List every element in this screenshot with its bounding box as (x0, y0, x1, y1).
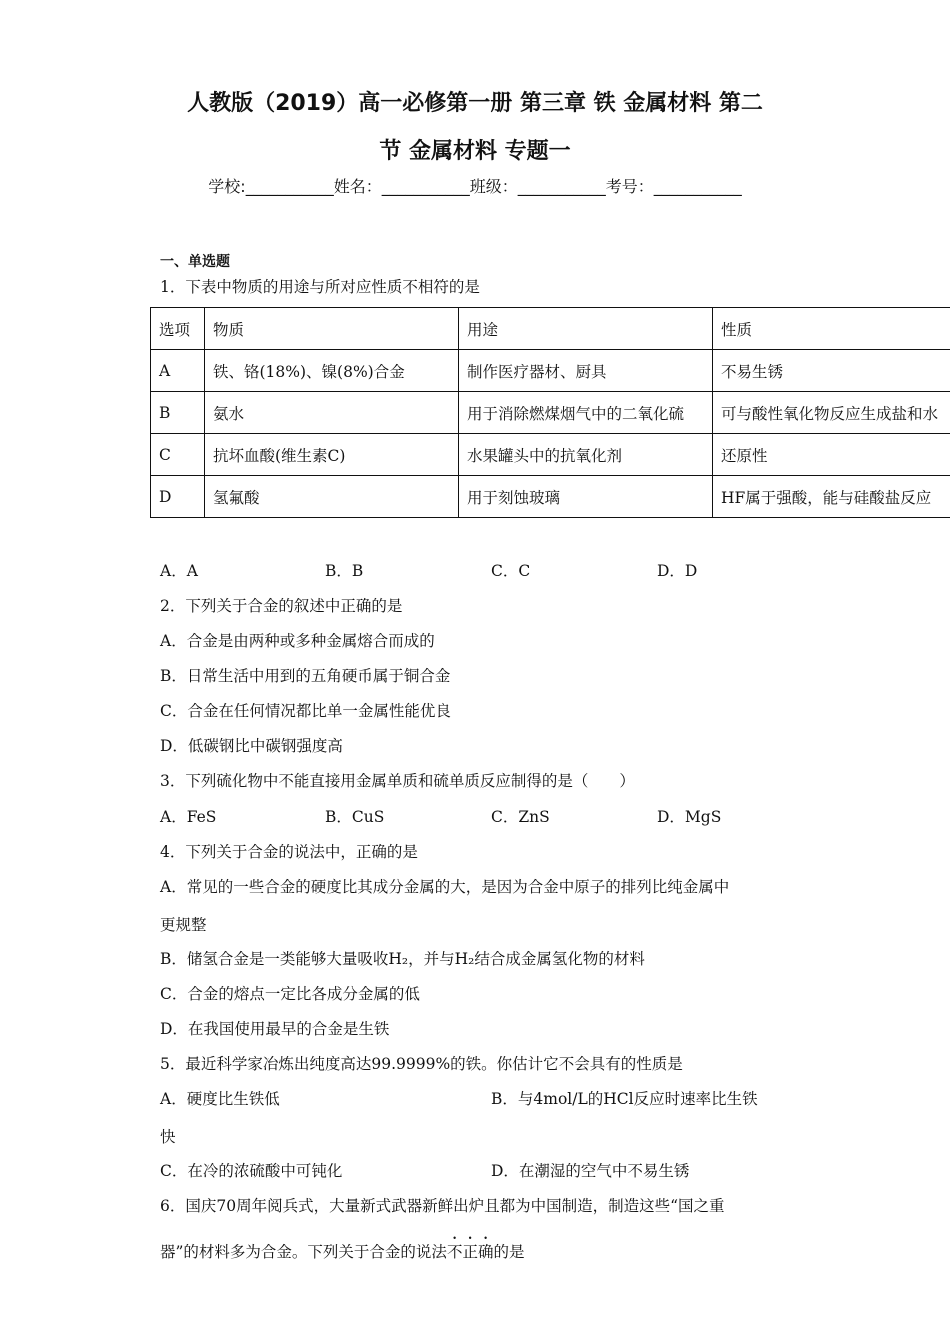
q5-option-a: A．硬度比生铁低 (160, 1090, 280, 1108)
q5-option-c: C．在冷的浓硫酸中可钝化 (160, 1162, 343, 1180)
q2-option-b: B．日常生活中用到的五角硬币属于铜合金 (160, 667, 451, 685)
table-cell: 不易生锈 (713, 350, 950, 392)
table-row (151, 434, 950, 476)
table-row (151, 476, 950, 518)
section-heading: 一、单选题 (160, 254, 230, 270)
table-cell: 还原性 (713, 434, 950, 476)
q4-option-a: A．常见的一些合金的硬度比其成分金属的大，是因为合金中原子的排列比纯金属中 (160, 878, 730, 896)
table-cell: A (151, 350, 205, 392)
table-cell: 抗坏血酸(维生素C) (205, 434, 459, 476)
table-header-cell: 用途 (459, 308, 713, 350)
table-cell: B (151, 392, 205, 434)
q1-table (150, 307, 950, 518)
q2-stem: 2．下列关于合金的叙述中正确的是 (160, 597, 403, 615)
table-header-row (151, 308, 950, 350)
q6-stem-text-end: 的是 (493, 1243, 525, 1261)
q2-option-d: D．低碳钢比中碳钢强度高 (160, 737, 343, 755)
q1-stem: 1．下表中物质的用途与所对应性质不相符的是 (160, 278, 480, 296)
q2-option-c: C．合金在任何情况都比单一金属性能优良 (160, 702, 451, 720)
q5-option-d: D．在潮湿的空气中不易生锈 (491, 1162, 690, 1180)
q1-option-a: A．A (160, 562, 198, 580)
q5-option-b: B．与4mol/L的HCl反应时速率比生铁 (491, 1090, 758, 1108)
q4-option-d: D．在我国使用最早的合金是生铁 (160, 1020, 390, 1038)
table-header-cell: 物质 (205, 308, 459, 350)
doc-title-line1: 人教版（2019）高一必修第一册 第三章 铁 金属材料 第二 (187, 91, 763, 116)
table-header-cell: 性质 (713, 308, 950, 350)
q6-stem-line1: 6．国庆70周年阅兵式，大量新式武器新鲜出炉且都为中国制造，制造这些“国之重 (160, 1197, 725, 1215)
q4-stem: 4．下列关于合金的说法中，正确的是 (160, 843, 418, 861)
q6-emphasis-text: 不正确 (446, 1243, 494, 1261)
student-info-line: 学校:___________姓名：___________班级：___________考号：___________ (208, 177, 742, 196)
q3-option-d: D．MgS (657, 808, 722, 826)
q6-stem-text: 器”的材料多为合金。下列关于合金的说法 (160, 1243, 447, 1261)
q4-option-b: B．储氢合金是一类能够大量吸收H₂，并与H₂结合成金属氢化物的材料 (160, 950, 645, 968)
table-cell: 氨水 (205, 392, 459, 434)
table-cell: 水果罐头中的抗氧化剂 (459, 434, 713, 476)
table-cell: 氢氟酸 (205, 476, 459, 518)
doc-title-line2: 节 金属材料 专题一 (379, 139, 571, 164)
q4-option-a-cont: 更规整 (160, 916, 207, 934)
q1-option-d: D．D (657, 562, 698, 580)
table-cell: 可与酸性氧化物反应生成盐和水 (713, 392, 950, 434)
q5-stem: 5．最近科学家冶炼出纯度高达99.9999%的铁。你估计它不会具有的性质是 (160, 1055, 683, 1073)
table-cell: D (151, 476, 205, 518)
table-cell: 用于消除燃煤烟气中的二氧化硫 (459, 392, 713, 434)
q4-option-c: C．合金的熔点一定比各成分金属的低 (160, 985, 420, 1003)
q2-option-a: A．合金是由两种或多种金属熔合而成的 (160, 632, 435, 650)
table-cell: 制作医疗器材、厨具 (459, 350, 713, 392)
q5-option-b-cont: 快 (160, 1128, 176, 1146)
table-cell: 铁、铬(18%)、镍(8%)合金 (205, 350, 459, 392)
table-cell: C (151, 434, 205, 476)
table-row (151, 350, 950, 392)
q1-option-c: C．C (491, 562, 531, 580)
table-header-cell: 选项 (151, 308, 205, 350)
table-cell: HF属于强酸，能与硅酸盐反应 (713, 476, 950, 518)
q6-stem-line2 (160, 1234, 524, 1262)
q3-option-b: B．CuS (325, 808, 385, 826)
q3-option-a: A．FeS (160, 808, 217, 826)
table-row (151, 392, 950, 434)
table-cell: 用于刻蚀玻璃 (459, 476, 713, 518)
q3-option-c: C．ZnS (491, 808, 550, 826)
q3-stem: 3．下列硫化物中不能直接用金属单质和硫单质反应制得的是（ ） (160, 772, 635, 790)
q1-option-b: B．B (325, 562, 364, 580)
